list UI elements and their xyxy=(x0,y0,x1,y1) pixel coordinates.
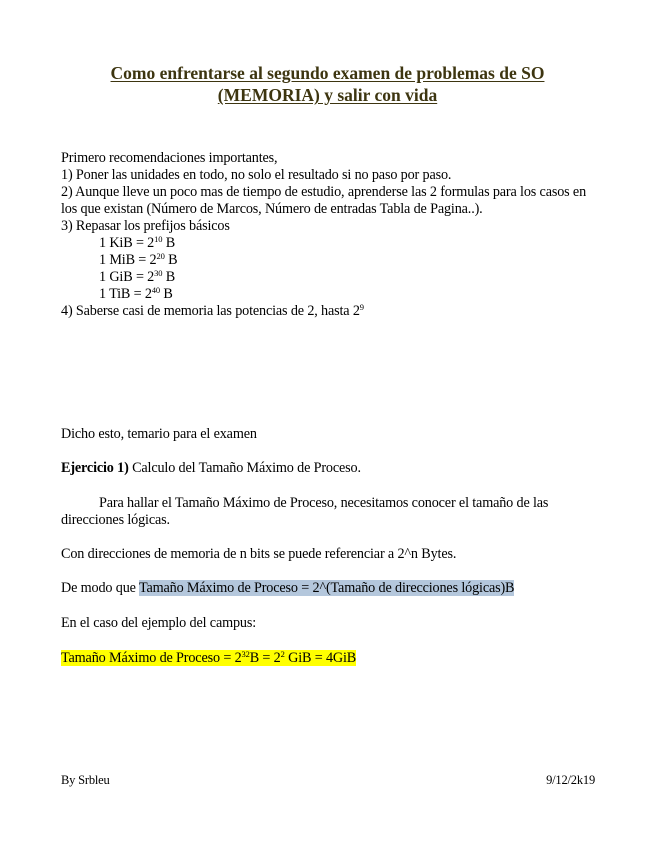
footer-author: By Srbleu xyxy=(61,773,110,787)
paragraph-n-bits: Con direcciones de memoria de n bits se puede referenciar a 2^n Bytes. xyxy=(61,546,457,562)
prefix-tib: 1 TiB = $2^{40}$ B xyxy=(99,285,173,302)
exercise-label: Ejercicio 1) xyxy=(61,460,129,476)
recommendations-intro: Primero recomendaciones importantes, xyxy=(61,150,278,166)
footer-date: 9/12/2k19 xyxy=(546,773,595,787)
title-line-1: Como enfrentarse al segundo examen de problemas de SO xyxy=(110,63,545,83)
example-line xyxy=(61,650,601,667)
recommendation-item-1: 1) Poner las unidades en todo, no solo el resultado si no paso por paso. xyxy=(61,167,452,183)
recommendations-section xyxy=(61,150,601,320)
recommendation-item-3: 3) Repasar los prefijos básicos xyxy=(61,218,230,234)
formula-line xyxy=(61,580,601,597)
syllabus-intro: Dicho esto, temario para el examen xyxy=(61,426,257,442)
formula-highlight: Tamaño Máximo de Proceso = 2^(Tamaño de direcciones lógicas)B xyxy=(138,580,515,596)
prefix-gib: 1 GiB = $2^{30}$ B xyxy=(99,268,176,285)
document-title xyxy=(40,62,615,106)
prefix-mib: 1 MiB = $2^{20}$ B xyxy=(99,251,178,268)
recommendation-item-4: 4) Saberse casi de memoria las potencias de 2, hasta $2^9$ xyxy=(61,302,364,319)
formula-prefix: De modo que xyxy=(61,580,139,596)
paragraph-logical-addresses: Para hallar el Tamaño Máximo de Proceso, necesitamos conocer el tamaño de las direcciones lógicas. xyxy=(61,495,549,528)
example-intro: En el caso del ejemplo del campus: xyxy=(61,615,257,631)
exercise-title: Calculo del Tamaño Máximo de Proceso. xyxy=(128,460,361,476)
exercise-heading xyxy=(61,460,601,477)
prefix-kib: 1 KiB = $2^{10}$ B xyxy=(99,234,176,251)
example-highlight: Tamaño Máximo de Proceso = $2^{32}B = 2^2$ GiB = 4GiB xyxy=(61,649,357,666)
title-line-2: (MEMORIA) y salir con vida xyxy=(217,85,438,105)
recommendation-item-2: 2) Aunque lleve un poco mas de tiempo de estudio, aprenderse las 2 formulas para los casos en los que existan (Número de Marcos, Número de entradas Tabla de Pagina..). xyxy=(61,184,587,217)
